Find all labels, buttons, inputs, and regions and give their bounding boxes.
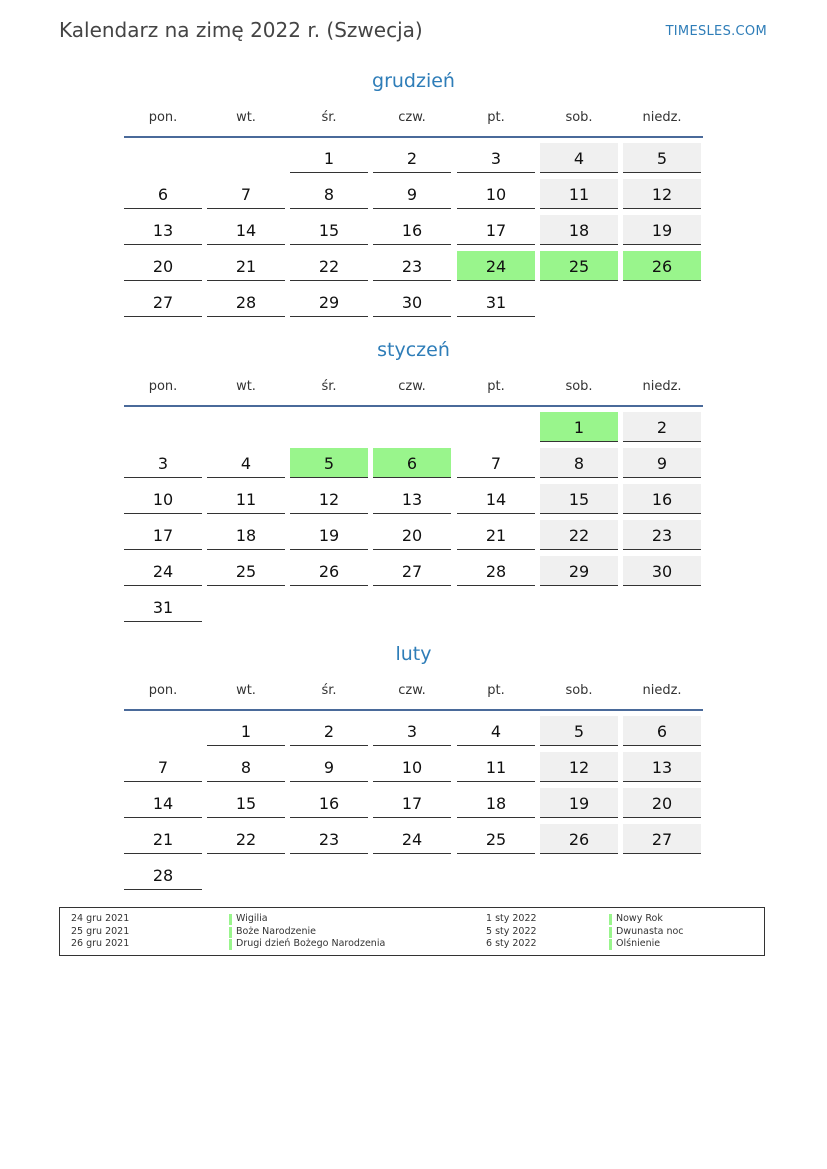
weekday-label: sob.	[565, 110, 593, 125]
day-cell: 10	[457, 179, 535, 209]
day-cell: 21	[207, 251, 285, 281]
legend-date: 1 sty 2022	[486, 913, 537, 924]
legend-holiday-name: Olśnienie	[609, 938, 660, 950]
day-cell: 4	[207, 448, 285, 478]
day-cell: 22	[540, 520, 618, 550]
day-cell: 31	[457, 287, 535, 317]
day-cell: 29	[290, 287, 368, 317]
day-cell: 12	[623, 179, 701, 209]
day-cell: 11	[457, 752, 535, 782]
day-cell: 23	[373, 251, 451, 281]
day-cell: 3	[373, 716, 451, 746]
weekday-label: pon.	[148, 683, 178, 698]
header-rule	[124, 136, 703, 138]
legend-holiday-name: Drugi dzień Bożego Narodzenia	[229, 938, 385, 950]
day-cell: 3	[457, 143, 535, 173]
day-cell: 27	[373, 556, 451, 586]
day-cell: 28	[207, 287, 285, 317]
site-link[interactable]: TIMESLES.COM	[665, 24, 767, 39]
day-cell: 19	[290, 520, 368, 550]
day-cell: 1	[207, 716, 285, 746]
day-cell: 15	[540, 484, 618, 514]
legend-date: 25 gru 2021	[71, 926, 130, 937]
legend-holiday-name: Dwunasta noc	[609, 926, 684, 938]
holiday-day-cell: 5	[290, 448, 368, 478]
day-cell: 25	[457, 824, 535, 854]
day-cell: 2	[373, 143, 451, 173]
day-cell: 14	[207, 215, 285, 245]
day-cell: 15	[290, 215, 368, 245]
month-title: grudzień	[372, 70, 455, 92]
holiday-day-cell: 26	[623, 251, 701, 281]
page-title: Kalendarz na zimę 2022 r. (Szwecja)	[59, 18, 423, 42]
day-cell: 24	[124, 556, 202, 586]
legend-date: 5 sty 2022	[486, 926, 537, 937]
day-cell: 31	[124, 592, 202, 622]
weekday-label: pon.	[148, 110, 178, 125]
day-cell: 12	[540, 752, 618, 782]
day-cell: 10	[373, 752, 451, 782]
day-cell: 11	[207, 484, 285, 514]
weekday-label: niedz.	[642, 379, 682, 394]
legend-holiday-name: Wigilia	[229, 913, 268, 925]
day-cell: 20	[373, 520, 451, 550]
day-cell: 30	[373, 287, 451, 317]
legend-holiday-name: Nowy Rok	[609, 913, 663, 925]
weekday-label: pt.	[487, 110, 505, 125]
day-cell: 19	[540, 788, 618, 818]
day-cell: 17	[124, 520, 202, 550]
day-cell: 17	[457, 215, 535, 245]
weekday-label: czw.	[398, 110, 426, 125]
day-cell: 30	[623, 556, 701, 586]
day-cell: 4	[457, 716, 535, 746]
weekday-label: wt.	[236, 110, 256, 125]
weekday-label: pt.	[487, 683, 505, 698]
day-cell: 10	[124, 484, 202, 514]
day-cell: 27	[124, 287, 202, 317]
day-cell: 16	[373, 215, 451, 245]
day-cell: 15	[207, 788, 285, 818]
day-cell: 7	[457, 448, 535, 478]
day-cell: 11	[540, 179, 618, 209]
day-cell: 8	[290, 179, 368, 209]
holiday-day-cell: 24	[457, 251, 535, 281]
weekday-label: śr.	[321, 110, 337, 125]
day-cell: 23	[623, 520, 701, 550]
day-cell: 21	[457, 520, 535, 550]
weekday-label: pt.	[487, 379, 505, 394]
day-cell: 6	[124, 179, 202, 209]
day-cell: 13	[623, 752, 701, 782]
day-cell: 24	[373, 824, 451, 854]
day-cell: 14	[124, 788, 202, 818]
day-cell: 5	[540, 716, 618, 746]
day-cell: 18	[207, 520, 285, 550]
day-cell: 16	[290, 788, 368, 818]
day-cell: 13	[373, 484, 451, 514]
day-cell: 19	[623, 215, 701, 245]
day-cell: 29	[540, 556, 618, 586]
weekday-label: sob.	[565, 683, 593, 698]
weekday-label: pon.	[148, 379, 178, 394]
day-cell: 1	[290, 143, 368, 173]
weekday-label: sob.	[565, 379, 593, 394]
day-cell: 27	[623, 824, 701, 854]
legend-holiday-name: Boże Narodzenie	[229, 926, 316, 938]
day-cell: 22	[290, 251, 368, 281]
holiday-legend	[59, 907, 765, 956]
day-cell: 7	[207, 179, 285, 209]
day-cell: 18	[540, 215, 618, 245]
weekday-label: czw.	[398, 379, 426, 394]
weekday-label: niedz.	[642, 683, 682, 698]
weekday-label: wt.	[236, 683, 256, 698]
legend-date: 26 gru 2021	[71, 938, 130, 949]
day-cell: 28	[124, 860, 202, 890]
day-cell: 2	[623, 412, 701, 442]
weekday-header	[124, 379, 703, 399]
holiday-day-cell: 6	[373, 448, 451, 478]
day-cell: 9	[290, 752, 368, 782]
holiday-day-cell: 25	[540, 251, 618, 281]
day-cell: 7	[124, 752, 202, 782]
weekday-label: czw.	[398, 683, 426, 698]
day-cell: 8	[207, 752, 285, 782]
day-cell: 18	[457, 788, 535, 818]
day-cell: 25	[207, 556, 285, 586]
day-cell: 9	[623, 448, 701, 478]
month-title: luty	[395, 643, 432, 665]
day-cell: 23	[290, 824, 368, 854]
day-cell: 26	[540, 824, 618, 854]
header-rule	[124, 405, 703, 407]
day-cell: 6	[623, 716, 701, 746]
month-title: styczeń	[377, 339, 450, 361]
weekday-label: śr.	[321, 379, 337, 394]
legend-date: 24 gru 2021	[71, 913, 130, 924]
day-cell: 20	[124, 251, 202, 281]
day-cell: 22	[207, 824, 285, 854]
day-cell: 13	[124, 215, 202, 245]
day-cell: 12	[290, 484, 368, 514]
weekday-label: niedz.	[642, 110, 682, 125]
day-cell: 14	[457, 484, 535, 514]
day-cell: 4	[540, 143, 618, 173]
day-cell: 2	[290, 716, 368, 746]
day-cell: 20	[623, 788, 701, 818]
holiday-day-cell: 1	[540, 412, 618, 442]
day-cell: 21	[124, 824, 202, 854]
weekday-header	[124, 683, 703, 703]
day-cell: 8	[540, 448, 618, 478]
day-cell: 9	[373, 179, 451, 209]
header-rule	[124, 709, 703, 711]
day-cell: 26	[290, 556, 368, 586]
weekday-label: śr.	[321, 683, 337, 698]
weekday-header	[124, 110, 703, 130]
weekday-label: wt.	[236, 379, 256, 394]
day-cell: 3	[124, 448, 202, 478]
day-cell: 16	[623, 484, 701, 514]
legend-date: 6 sty 2022	[486, 938, 537, 949]
day-cell: 5	[623, 143, 701, 173]
day-cell: 17	[373, 788, 451, 818]
day-cell: 28	[457, 556, 535, 586]
